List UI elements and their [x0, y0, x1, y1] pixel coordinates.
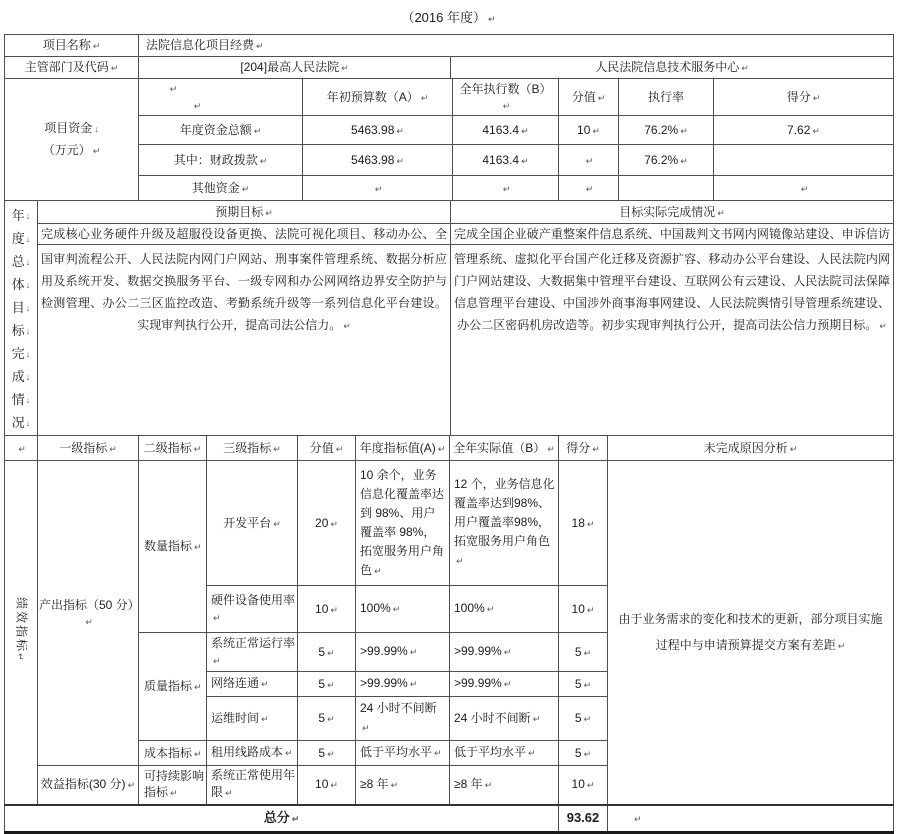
col-header-target: 年度指标值(A) ↵: [356, 436, 450, 461]
funding-weight-value: ↵: [559, 145, 619, 176]
score-value: 5 ↵: [559, 672, 608, 697]
actual-value: ≥8 年 ↵: [450, 766, 559, 805]
funding-rate-value: 76.2% ↵: [619, 116, 714, 145]
weight-value: 20 ↵: [298, 461, 356, 586]
goal-header-row: [5, 201, 894, 224]
funding-rate-value: 76.2% ↵: [619, 145, 714, 176]
goal-table: [4, 200, 894, 436]
score-value: 5 ↵: [559, 697, 608, 741]
funding-row-label: 年度资金总额 ↵: [139, 116, 303, 145]
document-title: [4, 0, 893, 34]
level1-benefit-indicator: 效益指标(30 分) ↵: [38, 766, 139, 805]
funding-header-row: [5, 79, 894, 116]
level2-quality-indicator: 质量指标 ↵: [139, 633, 207, 741]
funding-executed-value: ↵: [453, 176, 559, 201]
score-value: 18 ↵: [559, 461, 608, 586]
actual-value: 24 小时不间断 ↵: [450, 697, 559, 741]
target-value: >99.99% ↵: [356, 633, 450, 672]
funding-label-line2: （万元） ↵: [42, 142, 101, 157]
actual-value: 低于平均水平 ↵: [450, 741, 559, 766]
weight-value: 5 ↵: [298, 672, 356, 697]
funding-score-value: ↵: [714, 176, 894, 201]
score-value: 10 ↵: [559, 766, 608, 805]
funding-row-label: 其他资金 ↵: [139, 176, 303, 201]
level3-indicator: 租用线路成本 ↵: [207, 741, 298, 766]
funding-col-score: 得分 ↵: [714, 79, 894, 116]
weight-value: 10 ↵: [298, 766, 356, 805]
department-label: 主管部门及代码 ↵: [5, 57, 139, 79]
total-empty-cell: ↵: [608, 805, 894, 833]
funding-col-rate: 执行率: [619, 79, 714, 116]
expected-goal-text: 国审判流程公开、人民法院内网门户网站、刑事案件管理系统、数据分析应用及系统开发、数据交换服务平台、一级专网和办公网网络边界安全防护与检测管理、办公二三区监控改造、考勤系统升级等一系列信息化平台建设。实现审判执行公开，提高司法公信力。 ↵: [38, 245, 451, 436]
weight-value: 5 ↵: [298, 633, 356, 672]
col-header-weight: 分值 ↵: [298, 436, 356, 461]
funding-col-executed: 全年执行数（B）↵: [453, 79, 559, 116]
goal-section-vertical-label: 年 ↓ 度 ↓ 总 ↓ 体 ↓ 目 ↓ 标 ↓ 完 ↓ 成 ↓ 情 ↓ 况 ↓: [5, 201, 38, 436]
funding-executed-value: 4163.4 ↵: [453, 145, 559, 176]
funding-table: [4, 78, 894, 201]
col-header-level2: 二级指标 ↵: [139, 436, 207, 461]
funding-label-line1: 项目资金 ↓: [44, 120, 99, 135]
level3-indicator: 开发平台 ↵: [207, 461, 298, 586]
project-name-row: [5, 35, 894, 57]
actual-value: >99.99% ↵: [450, 633, 559, 672]
level3-indicator: 运维时间 ↵: [207, 697, 298, 741]
actual-goal-text: 管理系统、虚拟化平台国产化迁移及资源扩容、移动办公平台建设、人民法院内网门户网站建设、大数据集中管理平台建设、互联网公有云建设、人民法院司法保障信息管理平台建设、中国涉外商事海事网建设、人民法院舆情引导管理系统建设、办公二区密码机房改造等。初步实现审判执行公开，提高司法公信力预期目标。 ↵: [451, 245, 894, 436]
score-value: 10 ↵: [559, 586, 608, 633]
department-name: 人民法院信息技术服务中心 ↵: [451, 57, 894, 79]
expected-goal-header: 预期目标 ↵: [38, 201, 451, 224]
funding-executed-value: 4163.4 ↵: [453, 116, 559, 145]
total-score-label: 总分 ↵: [5, 805, 559, 833]
funding-row-total: [5, 116, 894, 145]
funding-weight-value: 10 ↵: [559, 116, 619, 145]
actual-value: 12 个，业务信息化覆盖率达到98%、用户覆盖率98%，拓宽服务用户角色↵: [450, 461, 559, 586]
project-name-label: 项目名称 ↵: [5, 35, 139, 57]
weight-value: 5 ↵: [298, 697, 356, 741]
indicator-table: [4, 435, 894, 834]
funding-row-label: 其中：财政拨款 ↵: [139, 145, 303, 176]
col-header-level3: 三级指标 ↵: [207, 436, 298, 461]
level2-quantity-indicator: 数量指标 ↵: [139, 461, 207, 633]
indicator-header-row: [5, 436, 894, 461]
funding-weight-value: ↵: [559, 176, 619, 201]
document-title-text: （2016 年度） ↵: [401, 10, 496, 25]
funding-score-value: [714, 145, 894, 176]
actual-value: 100% ↵: [450, 586, 559, 633]
level3-indicator: 网络连通 ↵: [207, 672, 298, 697]
col-header-actual: 全年实际值（B） ↵: [450, 436, 559, 461]
expected-goal-line1: 完成核心业务硬件升级及超服役设备更换、法院可视化项目、移动办公、全: [38, 224, 451, 245]
funding-col-weight: 分值 ↵: [559, 79, 619, 116]
indicator-corner-cell: ↵: [5, 436, 38, 461]
funding-section-label: [5, 79, 139, 201]
score-value: 5 ↵: [559, 741, 608, 766]
funding-budget-value: ↵: [303, 176, 453, 201]
target-value: ≥8 年 ↵: [356, 766, 450, 805]
actual-value: >99.99% ↵: [450, 672, 559, 697]
total-score-row: [5, 805, 894, 833]
funding-budget-value: 5463.98 ↵: [303, 116, 453, 145]
level3-indicator: 系统正常运行率↵: [207, 633, 298, 672]
funding-col-budget: 年初预算数（A） ↵: [303, 79, 453, 116]
target-value: 24 小时不间断↵: [356, 697, 450, 741]
col-header-reason: 未完成原因分析 ↵: [608, 436, 894, 461]
funding-rate-value: [619, 176, 714, 201]
level1-output-indicator: 产出指标（50 分）↵: [38, 461, 139, 766]
level2-cost-indicator: 成本指标 ↵: [139, 741, 207, 766]
target-value: 低于平均水平 ↵: [356, 741, 450, 766]
total-score-value: 93.62: [559, 805, 608, 833]
funding-budget-value: 5463.98 ↵: [303, 145, 453, 176]
actual-goal-header: 目标实际完成情况 ↵: [451, 201, 894, 224]
funding-score-value: 7.62 ↵: [714, 116, 894, 145]
actual-goal-line1: 完成全国企业破产重整案件信息系统、中国裁判文书网内网镜像站建设、申诉信访: [451, 224, 894, 245]
performance-indicator-vertical-label: 绩效指标↵: [5, 461, 38, 805]
level2-sustain-indicator: 可持续影响指标 ↵: [139, 766, 207, 805]
weight-value: 5 ↵: [298, 741, 356, 766]
unfinished-reason-text: 由于业务需求的变化和技术的更新，部分项目实施过程中与申请预算提交方案有差距 ↵: [608, 461, 894, 805]
goal-first-line-row: [5, 224, 894, 245]
indicator-row-dev-platform: [5, 461, 894, 586]
target-value: 100% ↵: [356, 586, 450, 633]
target-value: 10 余个，业务信息化覆盖率达到 98%、用户覆盖率 98%，拓宽服务用户角色 ↵: [356, 461, 450, 586]
level3-indicator: 硬件设备使用率↵: [207, 586, 298, 633]
col-header-score: 得分 ↵: [559, 436, 608, 461]
score-value: 5 ↵: [559, 633, 608, 672]
funding-row-fiscal: [5, 145, 894, 176]
funding-empty-header-cell: ↵↵: [139, 79, 303, 116]
performance-report-page: [4, 0, 893, 834]
department-code: [204]最高人民法院 ↵: [139, 57, 451, 79]
funding-row-other: [5, 176, 894, 201]
target-value: >99.99% ↵: [356, 672, 450, 697]
project-name-value: 法院信息化项目经费 ↵: [139, 35, 894, 57]
level3-indicator: 系统正常使用年限 ↵: [207, 766, 298, 805]
weight-value: 10 ↵: [298, 586, 356, 633]
col-header-level1: 一级指标 ↵: [38, 436, 139, 461]
department-row: [5, 57, 894, 79]
goal-body-row: [5, 245, 894, 436]
header-table: [4, 34, 894, 79]
